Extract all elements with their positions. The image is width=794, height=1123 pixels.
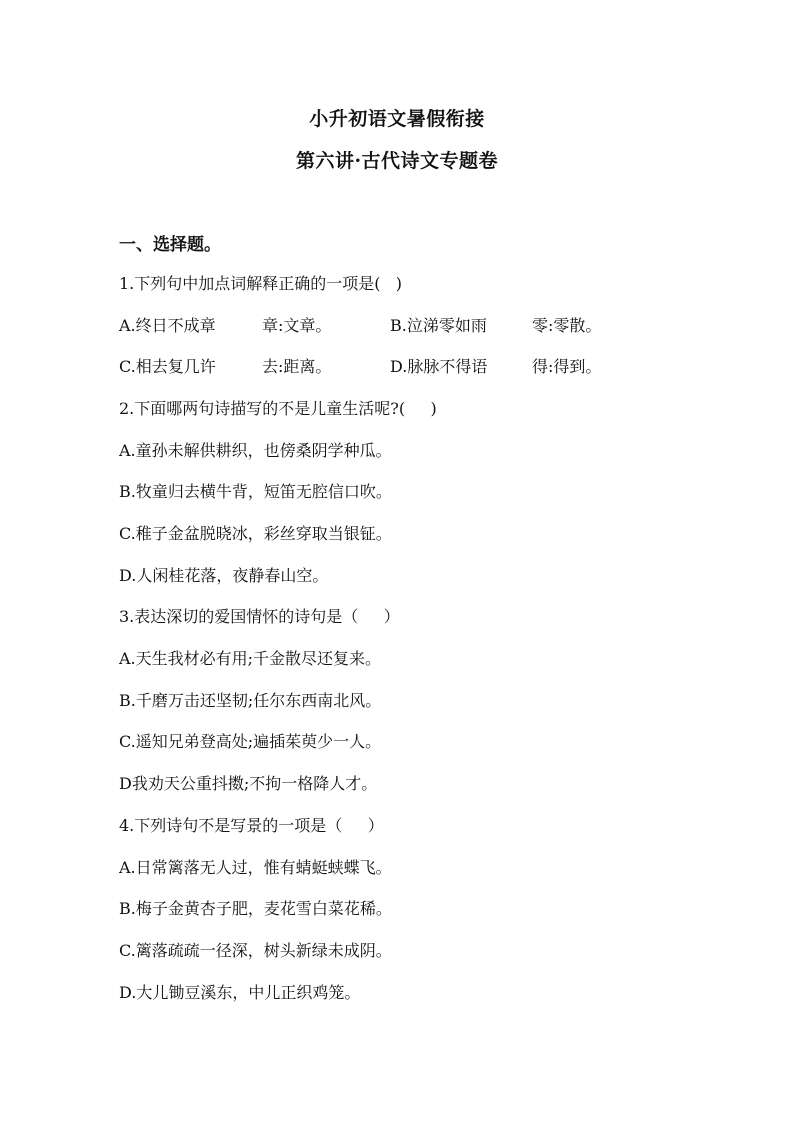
question-2-option-b: B.牧童归去横牛背，短笛无腔信口吹。 (119, 482, 392, 501)
document-title: 小升初语文暑假衔接 (309, 108, 485, 130)
document-subtitle: 第六讲·古代诗文专题卷 (295, 150, 499, 172)
question-1-option-b-gloss: 零:零散。 (532, 316, 602, 335)
question-1-stem: 1.下列句中加点词解释正确的一项是( ) (119, 274, 403, 293)
section-heading: 一、选择题。 (119, 235, 221, 255)
question-1-option-d-gloss: 得:得到。 (532, 357, 602, 376)
question-1-option-c-gloss: 去:距离。 (262, 357, 332, 376)
question-2-stem: 2.下面哪两句诗描写的不是儿童生活呢?( ) (119, 399, 437, 418)
question-3-stem: 3.表达深切的爱国情怀的诗句是（ ） (119, 607, 400, 626)
question-3-option-a: A.天生我材必有用;千金散尽还复来。 (119, 649, 382, 668)
question-4-option-a: A.日常篱落无人过，惟有蜻蜓蛱蝶飞。 (119, 858, 392, 877)
question-1-option-d: D.脉脉不得语 (390, 357, 488, 376)
question-3-option-d: D我劝天公重抖擞;不拘一格降人才。 (119, 774, 378, 793)
question-2-option-d: D.人闲桂花落，夜静春山空。 (119, 566, 329, 585)
question-2-option-c: C.稚子金盆脱晓冰，彩丝穿取当银钲。 (119, 524, 392, 543)
question-2-option-a: A.童孙未解供耕织，也傍桑阴学种瓜。 (119, 441, 392, 460)
question-1-option-b: B.泣涕零如雨 (390, 316, 487, 335)
question-4-option-d: D.大儿锄豆溪东，中儿正织鸡笼。 (119, 983, 361, 1002)
question-1-option-a-gloss: 章:文章。 (262, 316, 332, 335)
question-3-option-b: B.千磨万击还坚韧;任尔东西南北风。 (119, 691, 382, 710)
question-1-option-a: A.终日不成章 (119, 316, 216, 335)
question-3-option-c: C.遥知兄弟登高处;遍插茱萸少一人。 (119, 732, 382, 751)
question-4-option-b: B.梅子金黄杏子肥，麦花雪白菜花稀。 (119, 899, 392, 918)
question-4-option-c: C.篱落疏疏一径深，树头新绿未成阴。 (119, 941, 392, 960)
question-1-option-c: C.相去复几许 (119, 357, 216, 376)
question-4-stem: 4.下列诗句不是写景的一项是（ ） (119, 816, 384, 835)
